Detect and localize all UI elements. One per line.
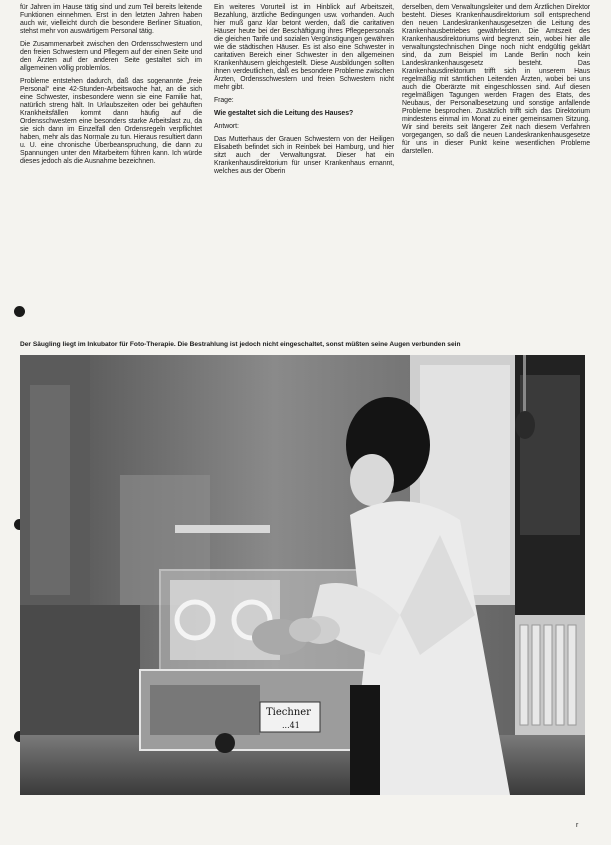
incubator-photo bbox=[20, 355, 585, 795]
text-column-2 bbox=[214, 4, 394, 181]
radiator bbox=[520, 625, 576, 725]
question-text: Wie gestaltet sich die Leitung des Hauses? bbox=[214, 110, 354, 117]
photo-illustration bbox=[20, 355, 585, 795]
paragraph: für Jahren im Hause tätig sind und zum Teil bereits leitende Funktionen einnehmen. Erst in den letzten Jahren haben auch wir, vielleicht durch die besondere Berliner Situation, stehst mehr von auswärtigem Personal tätig. bbox=[20, 4, 202, 35]
paragraph: Ein weiteres Vorurteil ist im Hinblick auf Arbeitszeit, Bezahlung, ärztliche Bedingungen usw. vorhanden. Auch hier muß ganz klar betont werden, daß die caritativen Häuser heute bei der Beschäftigung ihres Pflegepersonals die gleichen Tarife und sozialen Vergünstigungen gewähren wie die städtischen Häuser. Es ist also eine Schwester in caritativen Bereich einer Schwester in den allgemeinen Krankenhäusern gleichgestellt. Diese Ausbildungen sollten ihnen verdeutlichen, daß es besondere Probleme zwischen Ärzten, Ordensschwestern und freien Schwestern nicht mehr gibt. bbox=[214, 4, 394, 91]
name-card-text: Tiechner bbox=[266, 707, 311, 718]
text-column-3 bbox=[402, 4, 590, 161]
answer-label: Antwort: bbox=[214, 123, 239, 130]
paragraph: Probleme entstehen dadurch, daß das sogenannte „freie Personal“ eine 42-Stunden-Arbeitswoche hat, an die sich eine Schwester, insbesondere wenn sie eine Familie hat, natürlich streng hält. In Urlaubszeiten oder bei gehäuften Krankheitsfällen kommt dann häufig auf die Ordensschwestern eine besonders starke Arbeitslast zu, da sie sich dann im Einzelfall den Ordensregeln verpflichtet haben, mehr als das Normale zu tun. Hieraus resultiert dann u. U. eine chronische Überbeanspruchung, die dann zu Spannungen unter den Mitarbeitern führen kann. Ich würde dieses jedoch als die Ausnahme bezeichnen. bbox=[20, 78, 202, 165]
answer-text: Das Mutterhaus der Grauen Schwestern von der Heiligen Elisabeth befindet sich in Reinbek bei Hamburg, und hier sitzt auch der Verwaltungsrat. Dieser hat ein Krankenhausdirektorium für unser Krankenhaus ernannt, welches aus der Oberin bbox=[214, 136, 394, 175]
name-card-number: ...41 bbox=[282, 721, 300, 730]
page-number: r bbox=[576, 822, 579, 829]
paragraph: Die Zusammenarbeit zwischen den Ordensschwestern und den freien Schwestern und Pflegern auf der einen Seite und den Ärzten auf der anderen Seite gestaltet sich im allgemeinen völlig problemlos. bbox=[20, 41, 202, 72]
punch-hole bbox=[14, 306, 25, 317]
paragraph: derselben, dem Verwaltungsleiter und dem Ärztlichen Direktor besteht. Dieses Krankenhausdirektorium soll entsprechend den neuen Landeskrankenhausgesetzen die Leitung des Krankenhausbetriebes gewährleisten. Die Amtszeit des Krankenhausdirektoriums wird begrenzt sein, wobei hier alle verwaltungstechnischen Dinge noch nicht endgültig geklärt sind, da zum Beispiel im Lande Berlin noch kein Landeskrankenhausgesetz besteht. Das Krankenhausdirektorium trifft sich in unserem Haus regelmäßig mit sämtlichen Leitenden Ärzten, wobei bei uns auch die Oberärzte mit eingeschlossen sind. Auf diesen regelmäßigen Tagungen werden Fragen des Etats, des Neubaus, der Personalbesetzung und sonstige anfallende Probleme besprochen. Zusätzlich trifft sich das Direktorium mindestens einmal im Monat zu einer gemeinsamen Sitzung. Wir sind bereits seit längerer Zeit nach diesem Verfahren vorgegangen, so daß die neuen Landeskrankenhausgesetze für uns in dieser Punkt keine wesentlichen Probleme darstellen. bbox=[402, 4, 590, 155]
photo-caption: Der Säugling liegt im Inkubator für Foto-Therapie. Die Bestrahlung ist jedoch nicht eingeschaltet, sonst müßten seine Augen verbunden sein bbox=[20, 341, 461, 348]
question-label: Frage: bbox=[214, 97, 234, 104]
text-column-1 bbox=[20, 4, 202, 171]
